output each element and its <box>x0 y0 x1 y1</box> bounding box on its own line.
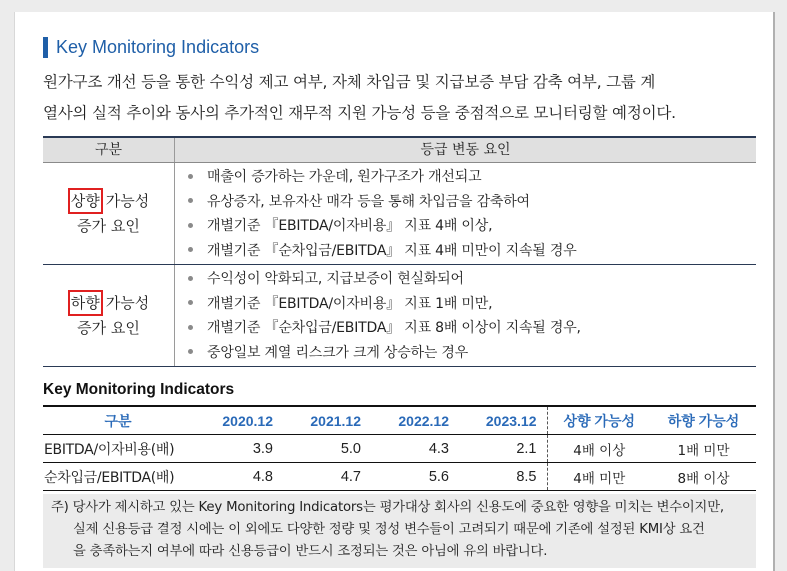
list-item <box>175 164 756 189</box>
table-row <box>43 435 756 463</box>
section-heading <box>43 37 259 58</box>
kmi-table-title: Key Monitoring Indicators <box>43 381 235 398</box>
indicator-name: EBITDA/이자비용(배) <box>43 435 193 463</box>
footnote-line: 실제 신용등급 결정 시에는 이 외에도 다양한 정량 및 정성 변수들이 고려되기 때문에 기존에 설정된 KMI상 요건 <box>73 522 705 537</box>
indicator-value: 3.9 <box>193 435 283 463</box>
footnote-line: 을 충족하는지 여부에 따라 신용등급이 반드시 조정되는 것은 아님에 유의 바랍니다. <box>73 544 548 559</box>
kmi-table <box>43 405 756 491</box>
factor-text: 개별기준 『순차입금/EBITDA』 지표 4배 미만이 지속될 경우 <box>207 242 577 259</box>
indicator-value: 2.1 <box>459 435 547 463</box>
kmi-header-year: 2022.12 <box>371 406 459 435</box>
header-factors: 등급 변동 요인 <box>420 142 511 158</box>
upgrade-threshold: 4배 미만 <box>547 463 651 491</box>
indicator-value: 8.5 <box>459 463 547 491</box>
bullet-icon <box>188 276 193 281</box>
indicator-value: 5.0 <box>283 435 371 463</box>
footnote-line: 주) 당사가 제시하고 있는 Key Monitoring Indicators는 평가대상 회사의 신용도에 중요한 영향을 미치는 변수이지만, <box>51 500 724 515</box>
downgrade-label-rest: 가능성 <box>105 293 150 312</box>
factor-text: 개별기준 『EBITDA/이자비용』 지표 1배 미만, <box>207 295 493 312</box>
report-page <box>14 12 775 571</box>
upgrade-highlight: 상향 <box>68 188 103 214</box>
factor-text: 유상증자, 보유자산 매각 등을 통해 차입금을 감축하여 <box>207 193 530 210</box>
indicator-value: 4.8 <box>193 463 283 491</box>
factor-text: 매출이 증가하는 가운데, 원가구조가 개선되고 <box>207 169 482 186</box>
upgrade-label-line2: 증가 요인 <box>77 217 140 235</box>
rating-factor-table <box>43 136 756 367</box>
section-title: Key Monitoring Indicators <box>56 37 260 57</box>
kmi-header-year: 2023.12 <box>459 406 547 435</box>
factor-text: 개별기준 『순차입금/EBITDA』 지표 8배 이상이 지속될 경우, <box>207 320 581 337</box>
indicator-name: 순차입금/EBITDA(배) <box>43 463 193 491</box>
intro-paragraph <box>43 67 763 129</box>
indicator-value: 4.3 <box>371 435 459 463</box>
downgrade-label-line2: 증가 요인 <box>77 319 140 337</box>
bullet-icon <box>188 223 193 228</box>
bullet-icon <box>188 300 193 305</box>
downgrade-highlight: 하향 <box>68 290 103 316</box>
downgrade-threshold: 8배 이상 <box>651 463 756 491</box>
upgrade-factor-list <box>175 163 756 264</box>
downgrade-label <box>43 265 175 366</box>
intro-line: 원가구조 개선 등을 통한 수익성 제고 여부, 자체 차입금 및 지급보증 부담 감축 여부, 그룹 계 <box>43 73 656 91</box>
bullet-icon <box>188 198 193 203</box>
bullet-icon <box>188 325 193 330</box>
downgrade-factor-list <box>175 265 756 366</box>
list-item <box>175 340 756 365</box>
list-item <box>175 266 756 291</box>
heading-accent-bar <box>43 37 48 58</box>
list-item <box>175 213 756 238</box>
list-item <box>175 189 756 214</box>
kmi-header-row <box>43 406 756 435</box>
downgrade-row <box>43 264 756 366</box>
upgrade-label <box>43 163 175 264</box>
intro-line: 열사의 실적 추이와 동사의 추가적인 재무적 지원 가능성 등을 중점적으로 모니터링할 예정이다. <box>43 104 676 122</box>
bullet-icon <box>188 349 193 354</box>
list-item <box>175 238 756 263</box>
factor-text: 수익성이 악화되고, 지급보증이 현실화되어 <box>207 271 464 288</box>
indicator-value: 5.6 <box>371 463 459 491</box>
list-item <box>175 291 756 316</box>
factor-table-header <box>43 138 756 163</box>
kmi-header-year: 2020.12 <box>193 406 283 435</box>
kmi-header-upgrade: 상향 가능성 <box>547 406 651 435</box>
upgrade-threshold: 4배 이상 <box>547 435 651 463</box>
upgrade-label-rest: 가능성 <box>105 191 150 210</box>
kmi-header-category: 구분 <box>43 406 193 435</box>
upgrade-row <box>43 163 756 264</box>
factor-text: 개별기준 『EBITDA/이자비용』 지표 4배 이상, <box>207 218 493 235</box>
kmi-header-year: 2021.12 <box>283 406 371 435</box>
footnote-box <box>43 494 756 568</box>
kmi-header-downgrade: 하향 가능성 <box>651 406 756 435</box>
list-item <box>175 315 756 340</box>
bullet-icon <box>188 247 193 252</box>
factor-text: 중앙일보 계열 리스크가 크게 상승하는 경우 <box>207 344 469 361</box>
indicator-value: 4.7 <box>283 463 371 491</box>
table-row <box>43 463 756 491</box>
header-category: 구분 <box>43 138 175 162</box>
downgrade-threshold: 1배 미만 <box>651 435 756 463</box>
bullet-icon <box>188 174 193 179</box>
